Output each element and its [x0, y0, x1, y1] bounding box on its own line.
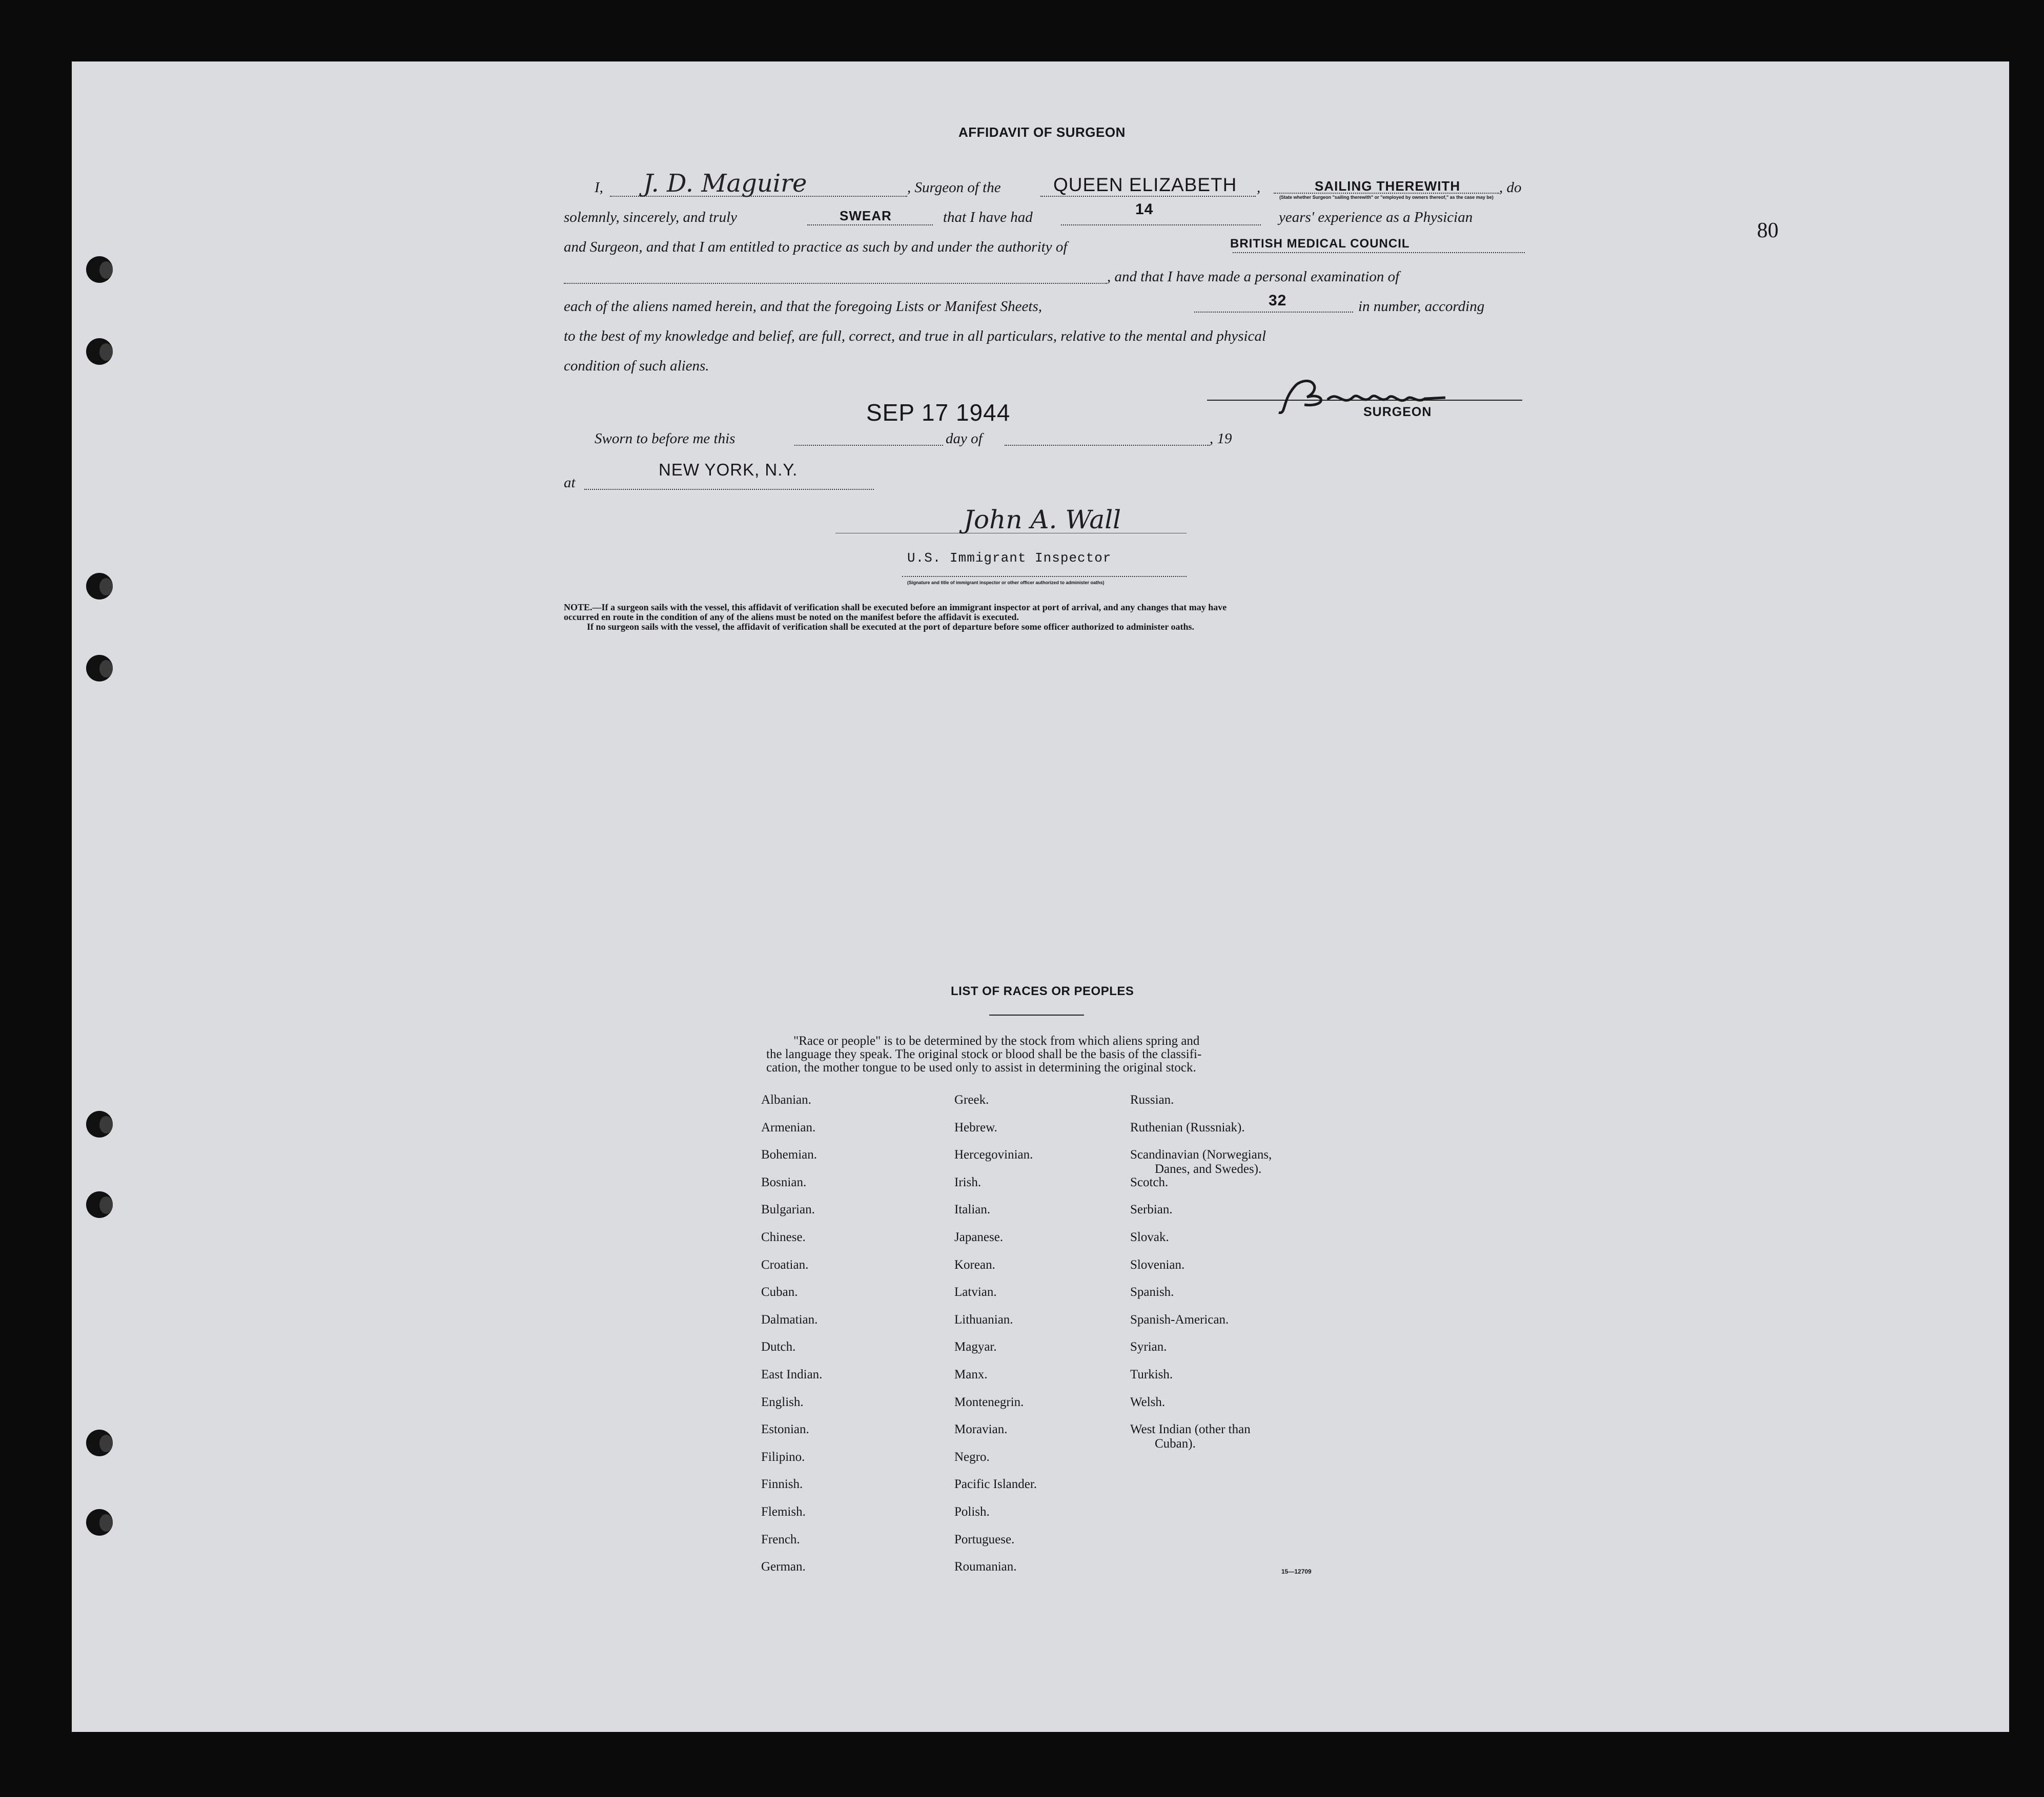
race-item: Scandinavian (Norwegians, [1130, 1148, 1272, 1162]
affidavit-title: AFFIDAVIT OF SURGEON [958, 125, 1126, 140]
race-item: Montenegrin. [954, 1395, 1024, 1409]
text-personal-examination: , and that I have made a personal examination of [1107, 268, 1400, 285]
race-item: Italian. [954, 1203, 991, 1217]
races-intro-2: the language they speak. The original stock or blood shall be the basis of the classifi- [766, 1047, 1202, 1061]
races-intro-3: cation, the mother tongue to be used only to assist in determining the original stock. [766, 1061, 1196, 1075]
race-item: Polish. [954, 1505, 990, 1519]
race-item: Filipino. [761, 1450, 805, 1464]
binder-hole [86, 1111, 113, 1138]
race-item: Danes, and Swedes). [1155, 1162, 1262, 1176]
form-number: 15—12709 [1281, 1568, 1312, 1575]
surgeon-name-signature: J. D. Maguire [643, 169, 807, 198]
races-title-rule [989, 1015, 1084, 1016]
race-item: Scotch. [1130, 1175, 1169, 1189]
race-item: East Indian. [761, 1368, 823, 1381]
race-item: French. [761, 1532, 800, 1546]
authority-value: BRITISH MEDICAL COUNCIL [1230, 237, 1410, 251]
race-item: West Indian (other than [1130, 1422, 1251, 1437]
race-item: English. [761, 1395, 804, 1409]
sheet-count-line [1194, 312, 1353, 313]
race-item: Ruthenian (Russniak). [1130, 1120, 1245, 1134]
race-item: Irish. [954, 1175, 982, 1189]
authority-line-2 [564, 283, 1107, 284]
race-item: Estonian. [761, 1422, 809, 1437]
race-item: Roumanian. [954, 1560, 1017, 1574]
race-item: Turkish. [1130, 1368, 1173, 1381]
authority-line [1233, 252, 1525, 253]
race-item: Moravian. [954, 1422, 1008, 1437]
text-day-of: day of [946, 430, 983, 447]
text-surgeon-of-the: , Surgeon of the [907, 179, 1001, 196]
race-item: Welsh. [1130, 1395, 1166, 1409]
race-item: Bosnian. [761, 1175, 807, 1189]
text-in-number: in number, according [1358, 298, 1485, 315]
race-item: Hercegovinian. [954, 1148, 1033, 1162]
sheet-count-value: 32 [1269, 292, 1287, 309]
binder-hole [86, 256, 113, 283]
race-item: Spanish. [1130, 1285, 1174, 1299]
text-sworn: Sworn to before me this [595, 430, 735, 447]
race-item: Serbian. [1130, 1203, 1173, 1217]
race-item: Greek. [954, 1093, 989, 1107]
race-item: Negro. [954, 1450, 990, 1464]
race-item: Bulgarian. [761, 1203, 815, 1217]
race-item: Cuban. [761, 1285, 798, 1299]
sworn-month-line [1005, 445, 1210, 446]
sworn-day-line [794, 445, 943, 446]
text-that-i-have-had: that I have had [943, 209, 1033, 225]
text-condition: condition of such aliens. [564, 358, 709, 374]
place-value: NEW YORK, N.Y. [659, 460, 798, 479]
race-item: Cuban). [1155, 1437, 1196, 1451]
race-item: Slovenian. [1130, 1257, 1185, 1272]
text-i: I, [595, 179, 603, 196]
date-stamp: SEP 17 1944 [866, 399, 1011, 426]
race-item: Russian. [1130, 1093, 1174, 1107]
inspector-title-line [902, 576, 1187, 577]
race-item: Lithuanian. [954, 1312, 1013, 1327]
swear-line [807, 224, 933, 225]
swear-value: SWEAR [840, 208, 892, 223]
race-item: Syrian. [1130, 1340, 1167, 1354]
race-item: Hebrew. [954, 1120, 997, 1134]
sailing-status: SAILING THEREWITH [1315, 178, 1461, 194]
race-item: Bohemian. [761, 1148, 817, 1162]
text-at: at [564, 474, 576, 491]
race-item: Finnish. [761, 1477, 803, 1492]
place-line [584, 489, 874, 490]
race-item: Latvian. [954, 1285, 997, 1299]
years-value: 14 [1135, 201, 1154, 218]
race-item: Magyar. [954, 1340, 997, 1354]
race-item: Croatian. [761, 1257, 809, 1272]
races-intro-1: "Race or people" is to be determined by the stock from which aliens spring and [793, 1034, 1200, 1048]
text-do: , do [1499, 179, 1522, 196]
inspector-caption: (Signature and title of immigrant inspector or other officer authorized to administer oaths) [907, 580, 1105, 585]
binder-hole [86, 338, 113, 365]
note-1a: NOTE.—If a surgeon sails with the vessel, this affidavit of verification shall be executed before an immigrant inspector at port of arrival, and any changes that may have [564, 602, 1227, 612]
binder-hole [86, 1191, 113, 1218]
race-item: Albanian. [761, 1093, 811, 1107]
ship-name: QUEEN ELIZABETH [1053, 174, 1237, 195]
years-line [1061, 224, 1261, 225]
note-1b: occurred en route in the condition of any of the aliens must be noted on the manifest before the affidavit is executed. [564, 612, 1019, 622]
race-item: Korean. [954, 1257, 995, 1272]
race-item: Pacific Islander. [954, 1477, 1037, 1492]
race-item: Japanese. [954, 1230, 1004, 1244]
race-item: Flemish. [761, 1505, 806, 1519]
inspector-signature: John A. Wall [964, 505, 1121, 534]
text-years-experience: years' experience as a Physician [1279, 209, 1473, 225]
race-item: Armenian. [761, 1120, 816, 1134]
text-19: , 19 [1210, 430, 1232, 447]
inspector-title: U.S. Immigrant Inspector [907, 550, 1112, 566]
race-item: Dalmatian. [761, 1312, 818, 1327]
binder-hole [86, 573, 113, 600]
race-item: Manx. [954, 1368, 988, 1381]
text-each-of-the-aliens: each of the aliens named herein, and that the foregoing Lists or Manifest Sheets, [564, 298, 1042, 315]
race-item: Dutch. [761, 1340, 796, 1354]
race-item: Slovak. [1130, 1230, 1169, 1244]
binder-hole [86, 655, 113, 681]
race-item: German. [761, 1560, 806, 1574]
race-item: Portuguese. [954, 1532, 1015, 1546]
note-2: If no surgeon sails with the vessel, the affidavit of verification shall be executed at the port of departure before some officer authorized to administer oaths. [587, 622, 1195, 632]
text-solemnly: solemnly, sincerely, and truly [564, 209, 738, 225]
race-item: Spanish-American. [1130, 1312, 1229, 1327]
binder-hole [86, 1509, 113, 1536]
text-and-surgeon: and Surgeon, and that I am entitled to practice as such by and under the authority of [564, 239, 1068, 255]
page-number: 80 [1757, 219, 1779, 242]
race-item: Chinese. [761, 1230, 806, 1244]
binder-hole [86, 1430, 113, 1456]
ship-line [1040, 196, 1256, 197]
sailing-note: (State whether Surgeon "sailing therewith" or "employed by owners thereof," as the case may be) [1279, 195, 1494, 200]
text-to-the-best: to the best of my knowledge and belief, are full, correct, and true in all particulars, relative to the mental and physical [564, 328, 1266, 344]
races-title: LIST OF RACES OR PEOPLES [951, 984, 1134, 998]
surgeon-label: SURGEON [1363, 405, 1432, 419]
text-comma: , [1257, 179, 1261, 196]
